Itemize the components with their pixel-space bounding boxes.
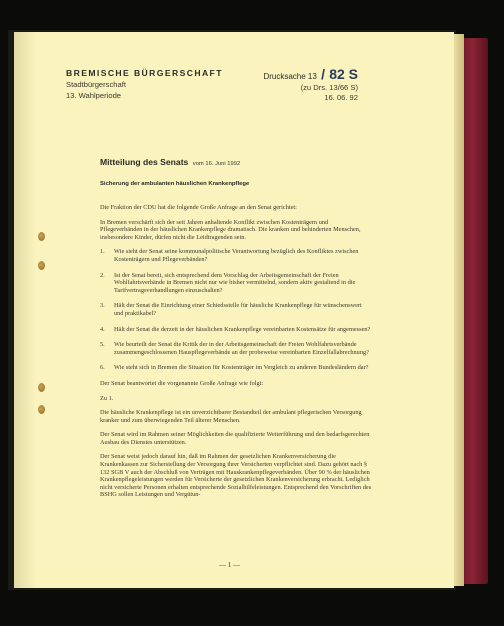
document-page [14, 32, 454, 588]
question-item [100, 248, 372, 263]
question-text: Wie beurteilt der Senat die Kritik der in der Arbeitsgemeinschaft der Freien Wohlfahrtsverbände zusammengeschlossenen Hauspflegeverbände an der probeweise vereinbarten Einzelfallabrechnung? [114, 341, 369, 356]
punch-hole [38, 232, 45, 241]
intro-paragraph: Die Fraktion der CDU hat die folgende Große Anfrage an den Senat gerichtet: [100, 204, 297, 211]
answer-paragraph: Die häusliche Krankenpflege ist ein unverzichtbarer Bestandteil der ambulant pflegerischen Versorgung kranker und zum überwiegenden Teil älterer Menschen. [100, 409, 362, 424]
drucksache-line [263, 66, 358, 82]
document-reference [263, 66, 358, 102]
question-text: Wie steht sich in Bremen die Situation für Kostenträger im Vergleich zu anderen Bundesländern dar? [114, 364, 369, 372]
question-item [100, 341, 372, 356]
legislative-period: 13. Wahlperiode [66, 91, 122, 100]
question-number: 3. [100, 302, 105, 310]
question-number: 5. [100, 341, 105, 349]
answer-paragraph: Der Senat weist jedoch darauf hin, daß im Rahmen der gesetzlichen Krankenversicherung die Krankenkassen zur Sicherstellung der Versorgung ihrer Versicherten verpflichtet sind. Dazu gehört nach § 132 SGB V auch der Abschluß von Verträgen mit Hauskrankenpflegeverbänden. Über 90 % der häuslichen Krankenpflegeleistungen werden für Versicherte der gesetzlichen Krankenversicherung erbracht. Lediglich nicht versicherte Personen erhalten entsprechende Sozialhilfeleistungen. Entsprechend den Vorschriften des BSHG sollen Leistungen und Vergütun- [100, 453, 372, 499]
title-main: Mitteilung des Senats [100, 157, 189, 167]
document-date: 16. 06. 92 [324, 93, 358, 102]
chamber-name: Stadtbürgerschaft [66, 80, 126, 89]
question-text: Hält der Senat die Einrichtung einer Schiedsstelle für häusliche Krankenpflege für wünschenswert und praktikabel? [114, 302, 362, 317]
document-title [100, 152, 240, 170]
document-subject: Sicherung der ambulanten häuslichen Krankenpflege [100, 181, 250, 187]
organization-name: BREMISCHE BÜRGERSCHAFT [66, 68, 223, 78]
question-item [100, 326, 372, 334]
binding-shadow [14, 32, 36, 588]
reference-number: (zu Drs. 13/66 S) [300, 83, 358, 92]
question-number: 4. [100, 325, 105, 333]
document-body [100, 204, 372, 506]
punch-hole [38, 383, 45, 392]
question-item [100, 302, 372, 317]
page-number: — 1 — [219, 561, 240, 569]
answer-label: Zu 1. [100, 394, 114, 402]
question-item [100, 364, 372, 372]
punch-hole [38, 405, 45, 414]
answer-paragraph: Der Senat wird im Rahmen seiner Möglichkeiten die qualifizierte Weiterführung und den bedarfsgerechten Ausbau des Dienstes unterstützen. [100, 431, 370, 446]
answer-intro: Der Senat beantwortet die vorgenannte Große Anfrage wie folgt: [100, 379, 264, 387]
question-number: 2. [100, 271, 105, 279]
letterhead [66, 68, 223, 100]
binder-cover [462, 38, 488, 584]
question-number: 6. [100, 364, 105, 372]
title-date: vom 16. Juni 1992 [192, 161, 241, 167]
drucksache-label: Drucksache 13 [263, 72, 317, 81]
context-paragraph: In Bremen verschärft sich der seit Jahren anhaltende Konflikt zwischen Kostenträgern und Pflegeverbänden in der häuslichen Krankenpflege dramatisch. Die kranken und behinderten Menschen, insbesondere Kinder, dürfen nicht die Leidtragenden sein. [100, 218, 361, 241]
question-item [100, 272, 372, 295]
punch-hole [38, 261, 45, 270]
question-number: 1. [100, 248, 105, 256]
question-text: Ist der Senat bereit, sich entsprechend dem Vorschlag der Arbeitsgemeinschaft der Freien Wohlfahrtsverbände in Bremen nicht nur wie bisher vermittelnd, sondern aktiv gestaltend in die Tarifvertragsverhandlungen einzuschalten? [114, 271, 356, 294]
drucksache-number: 82 S [329, 66, 358, 82]
drucksache-separator: / [321, 66, 325, 82]
question-text: Hält der Senat die derzeit in der häuslichen Krankenpflege vereinbarten Kostensätze für angemessen? [114, 325, 371, 333]
question-text: Wie sieht der Senat seine kommunalpolitische Verantwortung bezüglich des Konfliktes zwischen Kostenträgern und Pflegeverbänden? [114, 248, 359, 263]
